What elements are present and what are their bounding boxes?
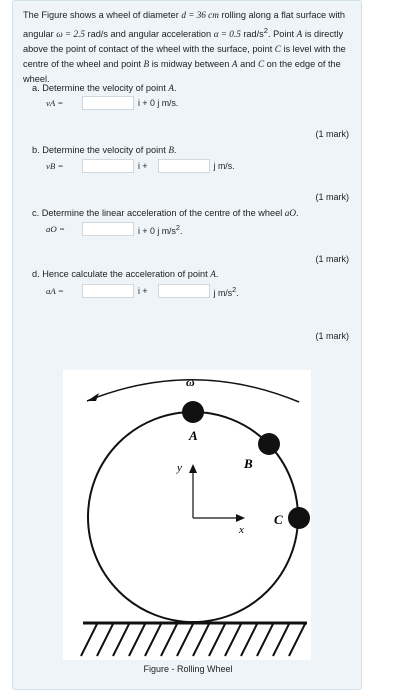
intro-text: rad/s xyxy=(240,29,264,40)
question-card xyxy=(12,0,362,690)
point-b-label: B xyxy=(244,456,253,471)
point-a-ref: A xyxy=(296,29,303,40)
part-a-answer-row xyxy=(46,96,178,110)
question-intro xyxy=(23,8,355,87)
figure-caption: Figure - Rolling Wheel xyxy=(143,664,233,674)
part-a-mark: (1 mark) xyxy=(315,129,349,139)
part-d-answer-row xyxy=(46,284,239,298)
intro-text: rolling along a flat surface with angular xyxy=(23,10,346,40)
part-d-question: d. Hence calculate the acceleration of point A. xyxy=(32,269,219,279)
part-c-question: c. Determine the linear acceleration of the centre of the wheel aO. xyxy=(32,208,299,218)
part-c-answer-row xyxy=(46,222,182,236)
point-b-dot xyxy=(258,433,280,455)
wheel-diagram xyxy=(63,370,311,660)
answer-label: aA = xyxy=(46,286,64,296)
point-a-dot xyxy=(182,401,204,423)
point-c-dot xyxy=(288,507,310,529)
intro-text: The Figure shows a wheel of diameter xyxy=(23,10,182,20)
unit-text: i + xyxy=(138,161,148,171)
point-b-ref: B xyxy=(143,59,150,70)
answer-label: aO = xyxy=(46,224,65,234)
part-d-input-i[interactable] xyxy=(82,284,134,298)
part-b-input-j[interactable] xyxy=(158,159,210,173)
x-axis-label: x xyxy=(239,524,244,536)
unit-text: j $m/s^2$. xyxy=(213,284,239,298)
part-b-mark: (1 mark) xyxy=(315,192,349,202)
unit-text: i + 0 j m/s. xyxy=(138,98,179,108)
point-c-ref: C xyxy=(274,44,281,55)
part-d-mark: (1 mark) xyxy=(315,331,349,341)
answer-label: vA = xyxy=(46,98,64,108)
part-a-question: a. Determine the velocity of point A. xyxy=(32,83,177,93)
part-c-mark: (1 mark) xyxy=(315,254,349,264)
unit-text: i + xyxy=(138,286,148,296)
diameter-expr: d = 36 cm xyxy=(181,10,219,20)
point-a-ref: A xyxy=(231,59,238,70)
point-c-ref: C xyxy=(257,59,265,70)
answer-label: vB = xyxy=(46,161,64,171)
omega-label: ω xyxy=(186,375,195,389)
unit-text: i + 0 j $m/s^2$. xyxy=(138,222,183,236)
part-b-input-i[interactable] xyxy=(82,159,134,173)
omega-expr: ω = 2.5 xyxy=(56,29,85,40)
intro-text: is midway between xyxy=(149,59,232,70)
alpha-expr: α = 0.5 xyxy=(213,29,241,40)
y-axis-arrowhead xyxy=(189,464,197,473)
intro-text: on the edge of the wheel. xyxy=(23,59,341,85)
part-d-input-j[interactable] xyxy=(158,284,210,298)
intro-text: and xyxy=(237,59,258,70)
intro-text: is level with the centre of the wheel and point xyxy=(23,44,346,70)
intro-text: rad/s and angular acceleration xyxy=(84,29,214,40)
ground-hatching xyxy=(81,624,305,656)
part-b-question: b. Determine the velocity of point B. xyxy=(32,145,177,155)
intro-text: is directly above the point of contact of the wheel with the surface, point xyxy=(23,29,344,55)
point-a-label: A xyxy=(189,428,198,443)
superscript: 2 xyxy=(263,26,269,35)
point-c-label: C xyxy=(274,512,283,527)
part-a-input-i[interactable] xyxy=(82,96,134,110)
part-b-answer-row xyxy=(46,159,235,173)
rolling-wheel-figure xyxy=(63,370,311,660)
x-axis-arrowhead xyxy=(236,514,245,522)
intro-text: . Point xyxy=(268,29,297,40)
unit-text: j m/s. xyxy=(213,161,235,171)
y-axis-label: y xyxy=(177,462,182,474)
part-c-input-i[interactable] xyxy=(82,222,134,236)
